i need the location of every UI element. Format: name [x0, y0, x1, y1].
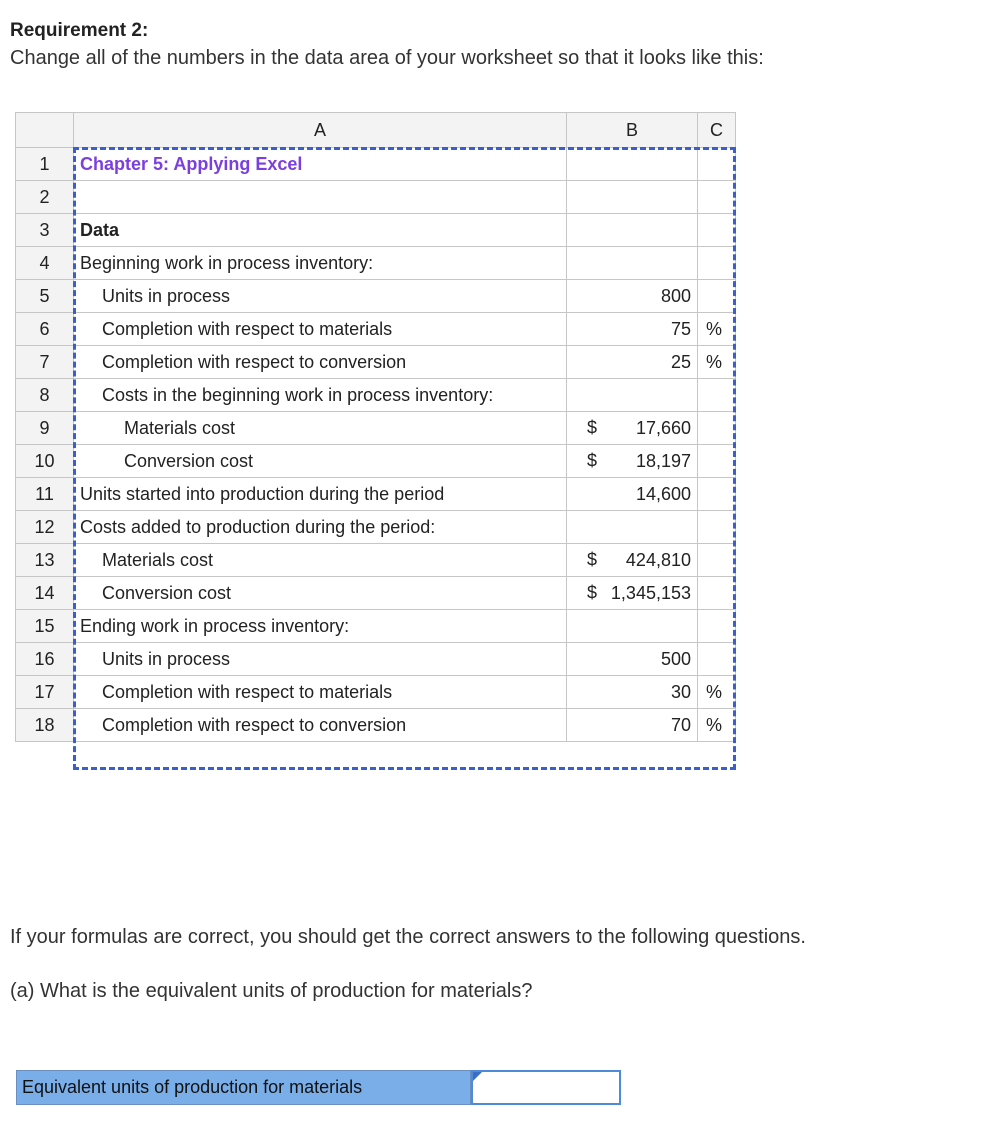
corner-cell[interactable]	[16, 113, 74, 148]
row-header[interactable]: 7	[16, 346, 74, 379]
cell-b-value: 1,345,153	[610, 582, 691, 603]
table-row	[16, 610, 736, 643]
row-header[interactable]: 15	[16, 610, 74, 643]
cell-b-value: 17,660	[635, 417, 691, 438]
cell-b[interactable]	[567, 346, 698, 379]
cell-a[interactable]: Completion with respect to conversion	[74, 346, 567, 379]
row-header[interactable]: 10	[16, 445, 74, 478]
answer-row	[16, 1070, 621, 1105]
row-header[interactable]: 14	[16, 577, 74, 610]
requirement-instruction: Change all of the numbers in the data area of your worksheet so that it looks like this:	[10, 47, 764, 69]
cell-b[interactable]	[567, 577, 698, 610]
row-header[interactable]: 12	[16, 511, 74, 544]
table-row	[16, 511, 736, 544]
cell-a[interactable]: Costs added to production during the period:	[74, 511, 567, 544]
cell-b-value: 70	[670, 714, 691, 735]
cell-a[interactable]: Materials cost	[74, 544, 567, 577]
table-row	[16, 346, 736, 379]
row-header[interactable]: 9	[16, 412, 74, 445]
cell-b[interactable]	[567, 247, 698, 280]
table-row	[16, 544, 736, 577]
cell-a[interactable]: Units in process	[74, 280, 567, 313]
question-a: (a) What is the equivalent units of production for materials?	[10, 980, 533, 1002]
currency-symbol: $	[587, 450, 598, 471]
row-header[interactable]: 16	[16, 643, 74, 676]
cell-c[interactable]	[698, 478, 736, 511]
row-header[interactable]: 18	[16, 709, 74, 742]
table-row	[16, 709, 736, 742]
row-header[interactable]: 13	[16, 544, 74, 577]
cell-a[interactable]: Materials cost	[74, 412, 567, 445]
cell-a[interactable]: Chapter 5: Applying Excel	[74, 148, 567, 181]
cell-c[interactable]	[698, 247, 736, 280]
cell-b[interactable]	[567, 544, 698, 577]
cell-a[interactable]: Conversion cost	[74, 445, 567, 478]
cell-b[interactable]	[567, 379, 698, 412]
table-row	[16, 280, 736, 313]
cell-c[interactable]	[698, 577, 736, 610]
answer-label: Equivalent units of production for materials	[16, 1070, 471, 1105]
cell-c[interactable]	[698, 214, 736, 247]
cell-b[interactable]	[567, 445, 698, 478]
column-header-c[interactable]: C	[698, 113, 736, 148]
input-indicator-icon	[473, 1072, 482, 1081]
cell-b[interactable]	[567, 181, 698, 214]
cell-b[interactable]	[567, 643, 698, 676]
equivalent-units-materials-input[interactable]	[471, 1070, 621, 1105]
cell-b-value: 800	[660, 285, 691, 306]
cell-a[interactable]: Units started into production during the period	[74, 478, 567, 511]
cell-c[interactable]	[698, 610, 736, 643]
cell-c[interactable]	[698, 544, 736, 577]
cell-b[interactable]	[567, 313, 698, 346]
table-row	[16, 214, 736, 247]
cell-b-value: 30	[670, 681, 691, 702]
currency-symbol: $	[587, 582, 598, 603]
questions-intro: If your formulas are correct, you should get the correct answers to the following questions.	[10, 926, 806, 948]
row-header[interactable]: 6	[16, 313, 74, 346]
cell-c[interactable]: %	[698, 346, 736, 379]
row-header[interactable]: 8	[16, 379, 74, 412]
cell-a[interactable]: Completion with respect to materials	[74, 313, 567, 346]
column-header-b[interactable]: B	[567, 113, 698, 148]
table-row	[16, 478, 736, 511]
cell-b[interactable]	[567, 676, 698, 709]
table-row	[16, 313, 736, 346]
cell-b-value: 18,197	[635, 450, 691, 471]
cell-a[interactable]: Data	[74, 214, 567, 247]
table-row	[16, 643, 736, 676]
cell-b[interactable]	[567, 148, 698, 181]
answer-field-wrap	[471, 1070, 621, 1105]
cell-c[interactable]: %	[698, 709, 736, 742]
cell-b[interactable]	[567, 478, 698, 511]
table-row	[16, 181, 736, 214]
cell-a[interactable]: Conversion cost	[74, 577, 567, 610]
row-header[interactable]: 5	[16, 280, 74, 313]
cell-a[interactable]: Completion with respect to conversion	[74, 709, 567, 742]
currency-symbol: $	[587, 417, 598, 438]
requirement-title: Requirement 2:	[10, 20, 149, 41]
cell-b-value: 424,810	[625, 549, 691, 570]
cell-b[interactable]	[567, 214, 698, 247]
cell-a[interactable]	[74, 181, 567, 214]
cell-a[interactable]: Beginning work in process inventory:	[74, 247, 567, 280]
cell-a[interactable]: Completion with respect to materials	[74, 676, 567, 709]
cell-c[interactable]	[698, 412, 736, 445]
cell-b[interactable]	[567, 511, 698, 544]
cell-c[interactable]	[698, 181, 736, 214]
cell-b-value: 14,600	[635, 483, 691, 504]
table-row	[16, 445, 736, 478]
cell-b[interactable]	[567, 610, 698, 643]
table-row	[16, 247, 736, 280]
cell-b-value: 25	[670, 351, 691, 372]
table-row	[16, 676, 736, 709]
table-row	[16, 148, 736, 181]
cell-c[interactable]	[698, 445, 736, 478]
table-row	[16, 577, 736, 610]
cell-c[interactable]	[698, 148, 736, 181]
cell-c[interactable]	[698, 511, 736, 544]
currency-symbol: $	[587, 549, 598, 570]
cell-b-value: 500	[660, 648, 691, 669]
cell-b-value: 75	[670, 318, 691, 339]
row-header[interactable]: 17	[16, 676, 74, 709]
table-row	[16, 379, 736, 412]
worksheet-body	[16, 148, 736, 742]
column-header-a[interactable]: A	[74, 113, 567, 148]
cell-b[interactable]	[567, 280, 698, 313]
cell-b[interactable]	[567, 412, 698, 445]
row-header[interactable]: 3	[16, 214, 74, 247]
row-header[interactable]: 4	[16, 247, 74, 280]
cell-c[interactable]	[698, 379, 736, 412]
row-header[interactable]: 1	[16, 148, 74, 181]
cell-a[interactable]: Units in process	[74, 643, 567, 676]
cell-a[interactable]: Costs in the beginning work in process inventory:	[74, 379, 567, 412]
worksheet-table	[15, 112, 736, 742]
row-header[interactable]: 11	[16, 478, 74, 511]
cell-c[interactable]: %	[698, 313, 736, 346]
table-row	[16, 412, 736, 445]
cell-c[interactable]	[698, 643, 736, 676]
cell-c[interactable]: %	[698, 676, 736, 709]
cell-c[interactable]	[698, 280, 736, 313]
cell-b[interactable]	[567, 709, 698, 742]
cell-a[interactable]: Ending work in process inventory:	[74, 610, 567, 643]
row-header[interactable]: 2	[16, 181, 74, 214]
